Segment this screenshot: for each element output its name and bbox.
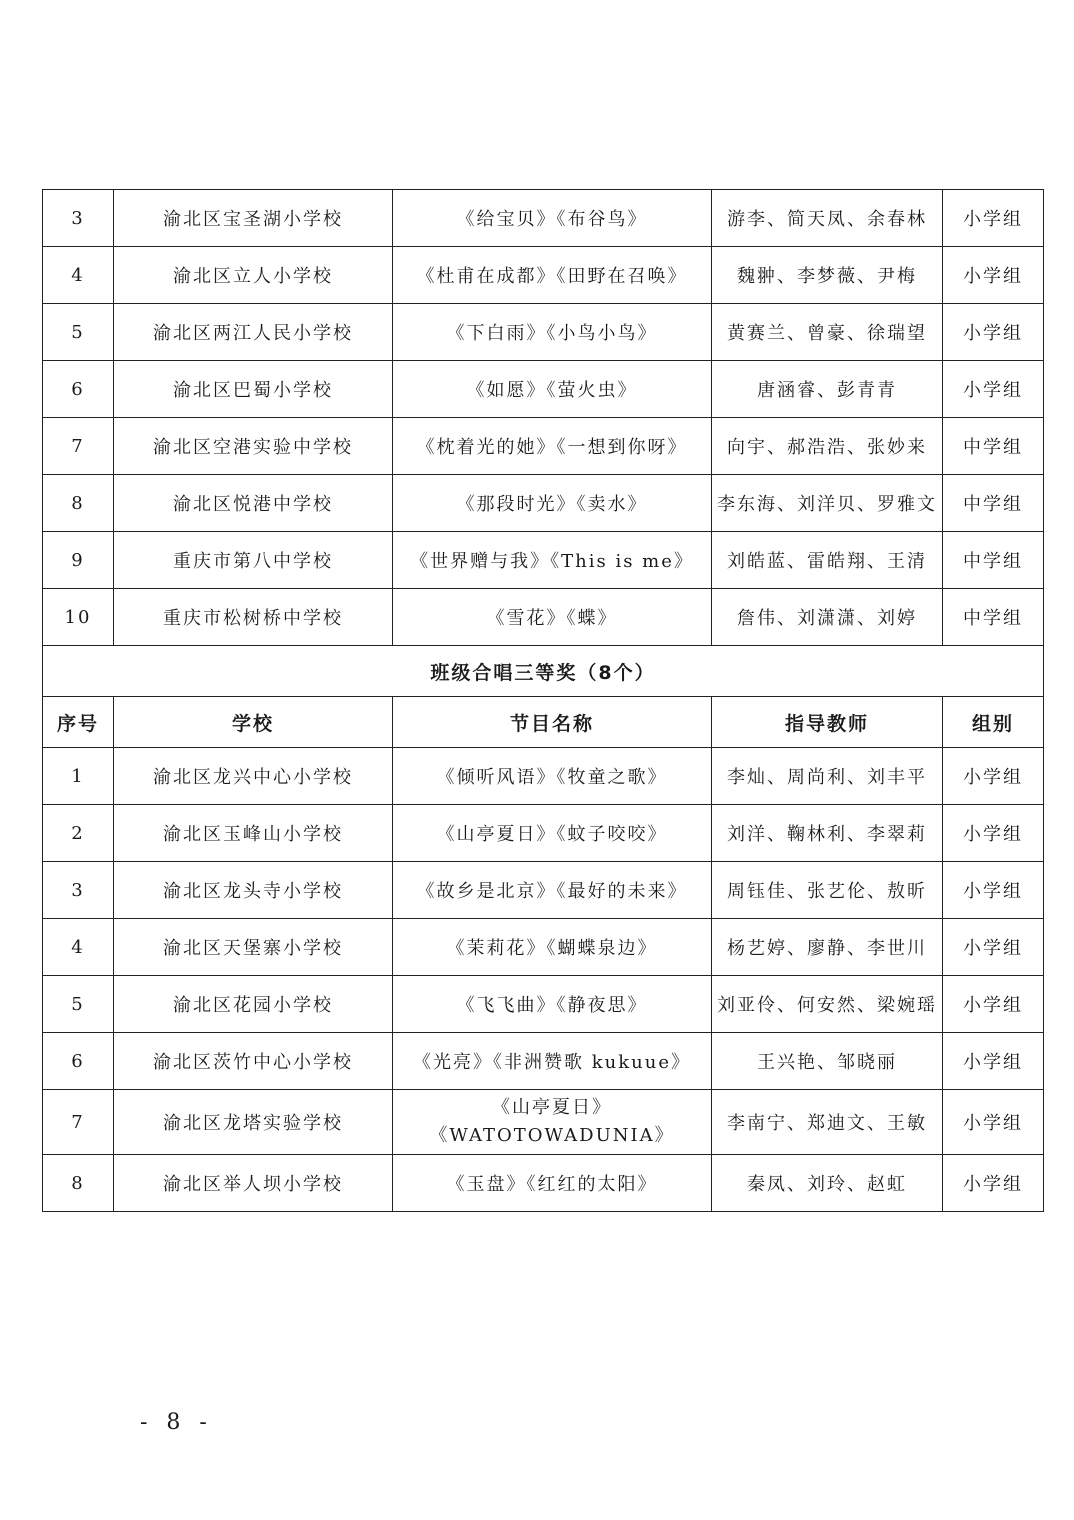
teachers-cell: 李灿、周尚利、刘丰平 (712, 748, 943, 805)
program-cell: 《给宝贝》《布谷鸟》 (393, 190, 712, 247)
school-cell: 渝北区举人坝小学校 (114, 1155, 393, 1212)
school-cell: 渝北区巴蜀小学校 (114, 361, 393, 418)
teachers-cell: 刘亚伶、何安然、梁婉瑶 (712, 976, 943, 1033)
school-cell: 渝北区空港实验中学校 (114, 418, 393, 475)
table-row (43, 862, 1044, 919)
program-cell: 《故乡是北京》《最好的未来》 (393, 862, 712, 919)
row-number: 10 (43, 589, 114, 646)
table-row (43, 976, 1044, 1033)
school-cell: 渝北区天堡寨小学校 (114, 919, 393, 976)
page-number: - 8 - (140, 1410, 213, 1435)
group-cell: 中学组 (943, 589, 1044, 646)
program-cell: 《那段时光》《卖水》 (393, 475, 712, 532)
row-number: 9 (43, 532, 114, 589)
row-number: 5 (43, 976, 114, 1033)
teachers-cell: 游李、简天凤、余春林 (712, 190, 943, 247)
table-row (43, 418, 1044, 475)
group-cell: 小学组 (943, 976, 1044, 1033)
awards-table (42, 189, 1044, 1212)
table-row (43, 748, 1044, 805)
school-cell: 渝北区花园小学校 (114, 976, 393, 1033)
program-cell: 《雪花》《蝶》 (393, 589, 712, 646)
school-cell: 渝北区立人小学校 (114, 247, 393, 304)
program-line: 《山亭夏日》 (492, 1097, 612, 1118)
row-number: 4 (43, 919, 114, 976)
teachers-cell: 杨艺婷、廖静、李世川 (712, 919, 943, 976)
program-cell: 《如愿》《萤火虫》 (393, 361, 712, 418)
group-cell: 小学组 (943, 1033, 1044, 1090)
row-number: 6 (43, 1033, 114, 1090)
program-cell: 《枕着光的她》《一想到你呀》 (393, 418, 712, 475)
program-cell: 《下白雨》《小鸟小鸟》 (393, 304, 712, 361)
teachers-cell: 秦凤、刘玲、赵虹 (712, 1155, 943, 1212)
table-row (43, 1033, 1044, 1090)
teachers-cell: 李东海、刘洋贝、罗雅文 (712, 475, 943, 532)
school-cell: 渝北区悦港中学校 (114, 475, 393, 532)
school-cell: 渝北区宝圣湖小学校 (114, 190, 393, 247)
school-cell: 渝北区龙头寺小学校 (114, 862, 393, 919)
group-cell: 小学组 (943, 247, 1044, 304)
school-cell: 渝北区茨竹中心小学校 (114, 1033, 393, 1090)
teachers-cell: 王兴艳、邹晓丽 (712, 1033, 943, 1090)
table-row (43, 532, 1044, 589)
group-cell: 中学组 (943, 475, 1044, 532)
group-cell: 小学组 (943, 1090, 1044, 1155)
program-cell: 《倾听风语》《牧童之歌》 (393, 748, 712, 805)
table-row (43, 919, 1044, 976)
program-cell: 《杜甫在成都》《田野在召唤》 (393, 247, 712, 304)
teachers-cell: 詹伟、刘潇潇、刘婷 (712, 589, 943, 646)
teachers-cell: 刘皓蓝、雷皓翔、王清 (712, 532, 943, 589)
table-row (43, 589, 1044, 646)
row-number: 5 (43, 304, 114, 361)
program-cell (393, 1090, 712, 1155)
row-number: 2 (43, 805, 114, 862)
group-cell: 小学组 (943, 919, 1044, 976)
table-row (43, 1155, 1044, 1212)
group-cell: 小学组 (943, 748, 1044, 805)
program-line: 《WATOTOWADUNIA》 (429, 1125, 675, 1146)
teachers-cell: 周钰佳、张艺伦、敖昕 (712, 862, 943, 919)
program-cell: 《茉莉花》《蝴蝶泉边》 (393, 919, 712, 976)
row-number: 6 (43, 361, 114, 418)
row-number: 3 (43, 190, 114, 247)
group-cell: 小学组 (943, 1155, 1044, 1212)
school-cell: 重庆市第八中学校 (114, 532, 393, 589)
teachers-cell: 魏翀、李梦薇、尹梅 (712, 247, 943, 304)
teachers-cell: 黄赛兰、曾豪、徐瑞望 (712, 304, 943, 361)
header-group: 组别 (943, 697, 1044, 748)
row-number: 7 (43, 1090, 114, 1155)
school-cell: 渝北区玉峰山小学校 (114, 805, 393, 862)
table-row (43, 190, 1044, 247)
program-cell: 《飞飞曲》《静夜思》 (393, 976, 712, 1033)
group-cell: 中学组 (943, 532, 1044, 589)
row-number: 1 (43, 748, 114, 805)
table-row (43, 475, 1044, 532)
group-cell: 中学组 (943, 418, 1044, 475)
table-row (43, 1090, 1044, 1155)
row-number: 8 (43, 1155, 114, 1212)
group-cell: 小学组 (943, 805, 1044, 862)
program-cell: 《光亮》《非洲赞歌 kukuue》 (393, 1033, 712, 1090)
header-no: 序号 (43, 697, 114, 748)
group-cell: 小学组 (943, 361, 1044, 418)
school-cell: 渝北区两江人民小学校 (114, 304, 393, 361)
header-school: 学校 (114, 697, 393, 748)
group-cell: 小学组 (943, 304, 1044, 361)
table-row (43, 247, 1044, 304)
program-cell: 《玉盘》《红红的太阳》 (393, 1155, 712, 1212)
header-teachers: 指导教师 (712, 697, 943, 748)
group-cell: 小学组 (943, 862, 1044, 919)
table-row (43, 805, 1044, 862)
table-header-row (43, 697, 1044, 748)
teachers-cell: 唐涵睿、彭青青 (712, 361, 943, 418)
teachers-cell: 向宇、郝浩浩、张妙来 (712, 418, 943, 475)
school-cell: 渝北区龙兴中心小学校 (114, 748, 393, 805)
teachers-cell: 刘洋、鞠林利、李翠莉 (712, 805, 943, 862)
program-cell: 《山亭夏日》《蚊子咬咬》 (393, 805, 712, 862)
row-number: 3 (43, 862, 114, 919)
table-row (43, 361, 1044, 418)
section-title-row (43, 646, 1044, 697)
header-program: 节目名称 (393, 697, 712, 748)
program-cell: 《世界赠与我》《This is me》 (393, 532, 712, 589)
group-cell: 小学组 (943, 190, 1044, 247)
section-title: 班级合唱三等奖（8个） (43, 646, 1044, 697)
school-cell: 重庆市松树桥中学校 (114, 589, 393, 646)
row-number: 8 (43, 475, 114, 532)
row-number: 4 (43, 247, 114, 304)
teachers-cell: 李南宁、郑迪文、王敏 (712, 1090, 943, 1155)
row-number: 7 (43, 418, 114, 475)
table-row (43, 304, 1044, 361)
school-cell: 渝北区龙塔实验学校 (114, 1090, 393, 1155)
